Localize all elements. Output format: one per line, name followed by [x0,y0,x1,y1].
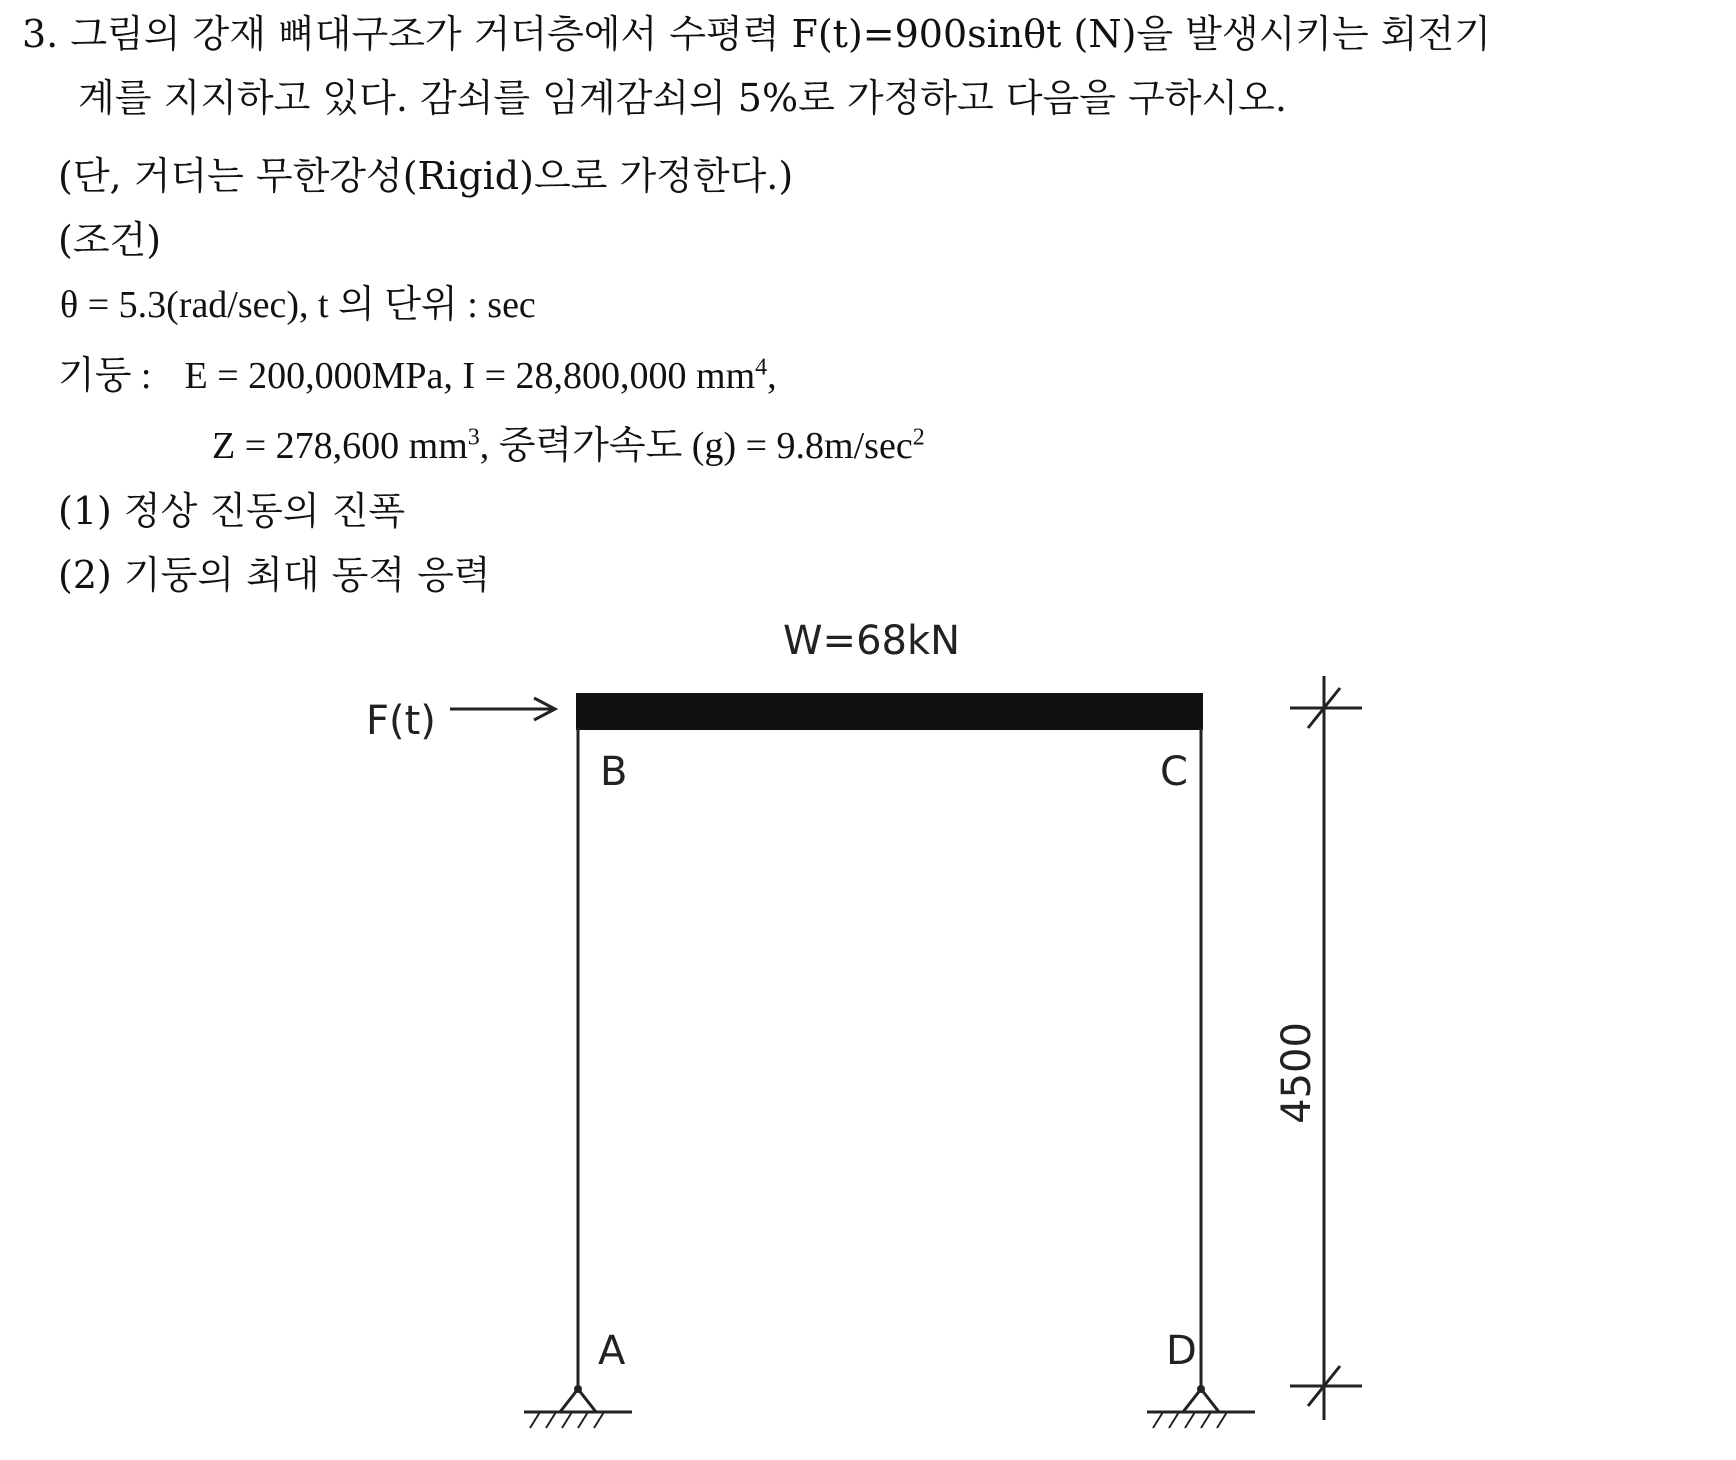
force-arrow-icon [450,698,555,720]
condition-section-modulus-exponent: 3 [467,424,480,451]
force-label: F(t) [366,698,436,744]
node-label-d: D [1166,1328,1197,1374]
conditions-header: (조건) [58,218,162,262]
height-dimension-label: 4500 [1274,1022,1320,1124]
condition-theta: θ = 5.3(rad/sec), t 의 단위 : sec [60,284,536,326]
node-label-a: A [598,1328,626,1374]
condition-moment-of-inertia-exponent: 4 [755,354,768,381]
problem-intro-line-1: 3. 그림의 강재 뼈대구조가 거더층에서 수평력 F(t)=900sinθt (N)을 발생시키는 회전기 [22,12,1491,56]
problem-note: (단, 거더는 무한강성(Rigid)으로 가정한다.) [58,154,794,198]
condition-section-modulus: Z = 278,600 mm [212,425,468,467]
pin-support-a-icon [524,1385,632,1428]
condition-moment-of-inertia: I = 28,800,000 mm [462,355,756,397]
question-2: (2) 기둥의 최대 동적 응력 [58,553,491,597]
question-1: (1) 정상 진동의 진폭 [58,489,406,533]
condition-column-label: 기둥 : [58,355,152,397]
pin-support-d-icon [1147,1385,1255,1428]
condition-moment-of-inertia-tail: , [767,355,777,397]
node-label-b: B [600,749,628,795]
condition-gravity: , 중력가속도 (g) = 9.8m/sec [479,425,913,467]
problem-intro-line-2: 계를 지지하고 있다. 감쇠를 임계감쇠의 5%로 가정하고 다음을 구하시오. [78,76,1287,120]
condition-gravity-exponent: 2 [912,424,925,451]
condition-elastic-modulus: E = 200,000MPa, [184,355,453,397]
rigid-girder [576,693,1203,730]
node-label-c: C [1160,749,1188,795]
weight-label: W=68kN [783,618,961,664]
